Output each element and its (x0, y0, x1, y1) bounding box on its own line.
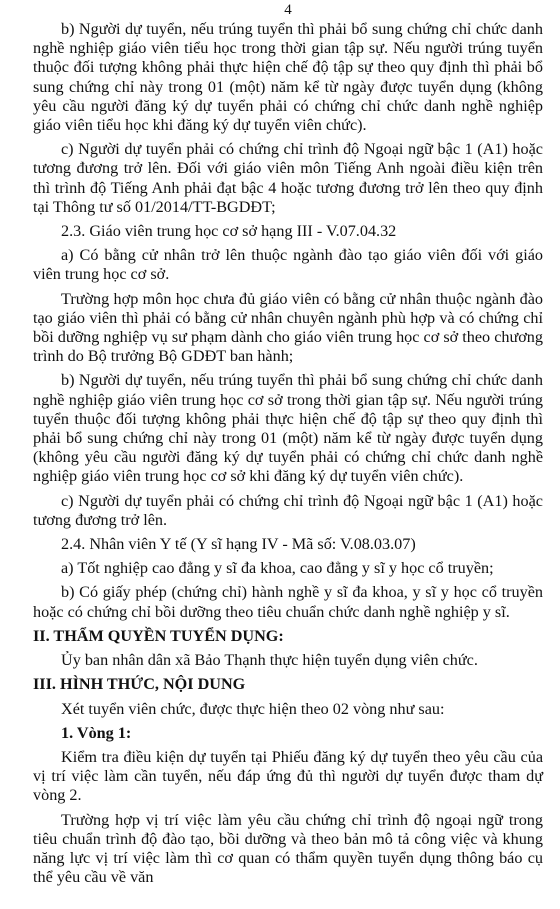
paragraph-2-2-c: c) Người dự tuyển phải có chứng chỉ trình độ Ngoại ngữ bậc 1 (A1) hoặc tương đương trở lên. Đối với giáo viên môn Tiếng Anh ngoài điều kiện trên thì trình độ Tiếng Anh phải đạt bậc 4 hoặc tương đương trở lên theo quy định tại Thông tư số 01/2014/TT-BGDĐT; (33, 140, 543, 216)
paragraph-2-4-b: b) Có giấy phép (chứng chỉ) hành nghề y sĩ đa khoa, y sĩ y học cổ truyền hoặc có chứng chỉ bồi dưỡng theo tiêu chuẩn chức danh nghề nghiệp y sĩ. (33, 583, 543, 621)
heading-round-1: 1. Vòng 1: (61, 723, 132, 742)
heading-2-3: 2.3. Giáo viên trung học cơ sở hạng III - V.07.04.32 (61, 222, 397, 241)
paragraph-2-4-a: a) Tốt nghiệp cao đẳng y sĩ đa khoa, cao đẳng y sĩ y học cổ truyền; (61, 559, 494, 578)
section-heading-ii: II. THẨM QUYỀN TUYỂN DỤNG: (33, 626, 284, 645)
paragraph-round-1: Kiểm tra điều kiện dự tuyển tại Phiếu đăng ký dự tuyển theo yêu cầu của vị trí việc làm cần tuyển, nếu đáp ứng đủ thì người dự tuyển được tham dự vòng 2. (33, 747, 543, 805)
paragraph-ii-body: Ủy ban nhân dân xã Bảo Thạnh thực hiện tuyển dụng viên chức. (61, 651, 478, 670)
page-number: 4 (284, 2, 292, 18)
paragraph-2-3-exception: Trường hợp môn học chưa đủ giáo viên có bằng cử nhân thuộc ngành đào tạo giáo viên thì phải có bằng cử nhân chuyên ngành phù hợp và có chứng chỉ bồi dưỡng nghiệp vụ sư phạm dành cho giáo viên trung học cơ sở theo chương trình do Bộ trưởng Bộ GDĐT ban hành; (33, 289, 543, 366)
paragraph-iii-intro: Xét tuyển viên chức, được thực hiện theo 02 vòng như sau: (61, 699, 445, 718)
paragraph-2-3-c: c) Người dự tuyển phải có chứng chỉ trình độ Ngoại ngữ bậc 1 (A1) hoặc tương đương trở lên. (33, 491, 543, 529)
section-heading-iii: III. HÌNH THỨC, NỘI DUNG (33, 675, 246, 694)
paragraph-2-2-b: b) Người dự tuyển, nếu trúng tuyển thì phải bổ sung chứng chỉ chức danh nghề nghiệp giáo viên tiểu học trong thời gian tập sự. Nếu người trúng tuyển thuộc đối tượng không phải thực hiện chế độ tập sự theo quy định thì phải bổ sung chứng chỉ này trong 01 (một) năm kể từ ngày được tuyển dụng (không yêu cầu người đăng ký dự tuyển phải có chứng chỉ chức danh nghề nghiệp giáo viên tiểu học khi đăng ký dự tuyển viên chức). (33, 20, 543, 135)
paragraph-2-3-a: a) Có bằng cử nhân trở lên thuộc ngành đào tạo giáo viên đối với giáo viên trung học cơ sở. (33, 246, 543, 284)
paragraph-round-1-foreign-language: Trường hợp vị trí việc làm yêu cầu chứng chỉ trình độ ngoại ngữ trong tiêu chuẩn trình độ đào tạo, bồi dưỡng và theo bản mô tả công việc và khung năng lực vị trí việc làm thì cơ quan có thẩm quyền tuyển dụng thông báo cụ thể yêu cầu về văn (33, 810, 543, 887)
heading-2-4: 2.4. Nhân viên Y tế (Y sĩ hạng IV - Mã số: V.08.03.07) (61, 535, 416, 554)
paragraph-2-3-b: b) Người dự tuyển, nếu trúng tuyển thì phải bổ sung chứng chỉ chức danh nghề nghiệp giáo viên trung học cơ sở trong thời gian tập sự. Nếu người trúng tuyển thuộc đối tượng không phải thực hiện chế độ tập sự theo quy định thì phải bổ sung chứng chỉ này trong 01 (một) năm kể từ ngày được tuyển dụng (không yêu cầu người đăng ký dự tuyển phải có chứng chỉ chức danh nghề nghiệp giáo viên trung học cơ sở khi đăng ký dự tuyển viên chức). (33, 371, 543, 486)
